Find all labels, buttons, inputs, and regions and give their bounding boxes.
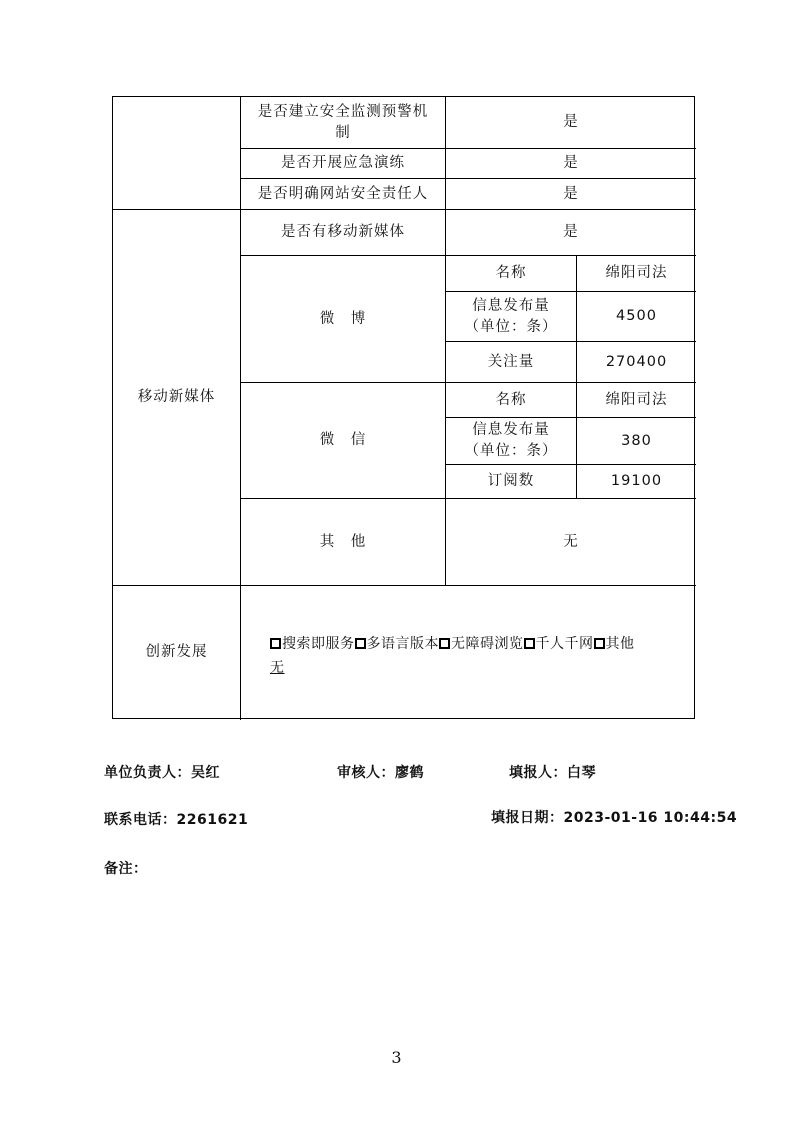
option-multi-language: 多语言版本 (366, 636, 439, 652)
weibo-label: 微 博 (319, 310, 367, 327)
wechat-subscribers-value: 19100 (610, 473, 663, 489)
checkbox-personalized[interactable] (524, 638, 535, 649)
has-media-value: 是 (563, 224, 579, 240)
drill-label: 是否开展应急演练 (281, 155, 405, 171)
fill-date: 填报日期：2023-01-16 10:44:54 (491, 810, 738, 826)
weibo-posts-value: 4500 (616, 308, 657, 324)
checkbox-search-service[interactable] (270, 638, 281, 649)
wechat-posts-label: 信息发布量（单位：条） (464, 422, 558, 459)
monitoring-label: 是否建立安全监测预警机制 (257, 103, 429, 141)
weibo-name-label: 名称 (495, 265, 527, 281)
innovation-options (270, 632, 692, 692)
other-media-value: 无 (563, 533, 579, 550)
weibo-posts-label: 信息发布量（单位：条） (464, 297, 558, 335)
reviewer: 审核人：廖鹤 (337, 765, 424, 781)
option-other: 其他 (605, 636, 635, 652)
wechat-name-label: 名称 (495, 391, 527, 408)
option-accessible: 无障碍浏览 (451, 636, 524, 652)
wechat-posts-value: 380 (621, 432, 652, 449)
responsible-label: 是否明确网站安全责任人 (257, 185, 429, 202)
innovation-section-label: 创新发展 (145, 643, 208, 660)
monitoring-value: 是 (563, 114, 579, 130)
weibo-followers-value: 270400 (605, 353, 668, 370)
checkbox-other[interactable] (594, 638, 605, 649)
wechat-label: 微 信 (319, 432, 367, 448)
page-number: 3 (391, 1048, 402, 1067)
weibo-name-value: 绵阳司法 (605, 265, 668, 281)
option-search-service: 搜索即服务 (282, 636, 355, 652)
responsible-value: 是 (563, 185, 579, 202)
checkbox-multi-language[interactable] (355, 638, 366, 649)
unit-head: 单位负责人：吴红 (104, 765, 220, 781)
report-table (112, 96, 695, 719)
innovation-other-value: 无 (270, 660, 285, 676)
media-section-label: 移动新媒体 (137, 389, 216, 405)
other-media-label: 其 他 (319, 533, 367, 550)
contact-phone: 联系电话：2261621 (104, 812, 249, 828)
checkbox-accessible[interactable] (439, 638, 450, 649)
drill-value: 是 (563, 155, 579, 171)
option-personalized: 千人千网 (535, 636, 594, 652)
wechat-subscribers-label: 订阅数 (487, 473, 535, 489)
has-media-label: 是否有移动新媒体 (281, 224, 405, 240)
filler: 填报人：白琴 (509, 765, 596, 781)
weibo-followers-label: 关注量 (487, 353, 535, 370)
wechat-name-value: 绵阳司法 (605, 391, 668, 408)
remarks-label: 备注： (104, 861, 148, 877)
